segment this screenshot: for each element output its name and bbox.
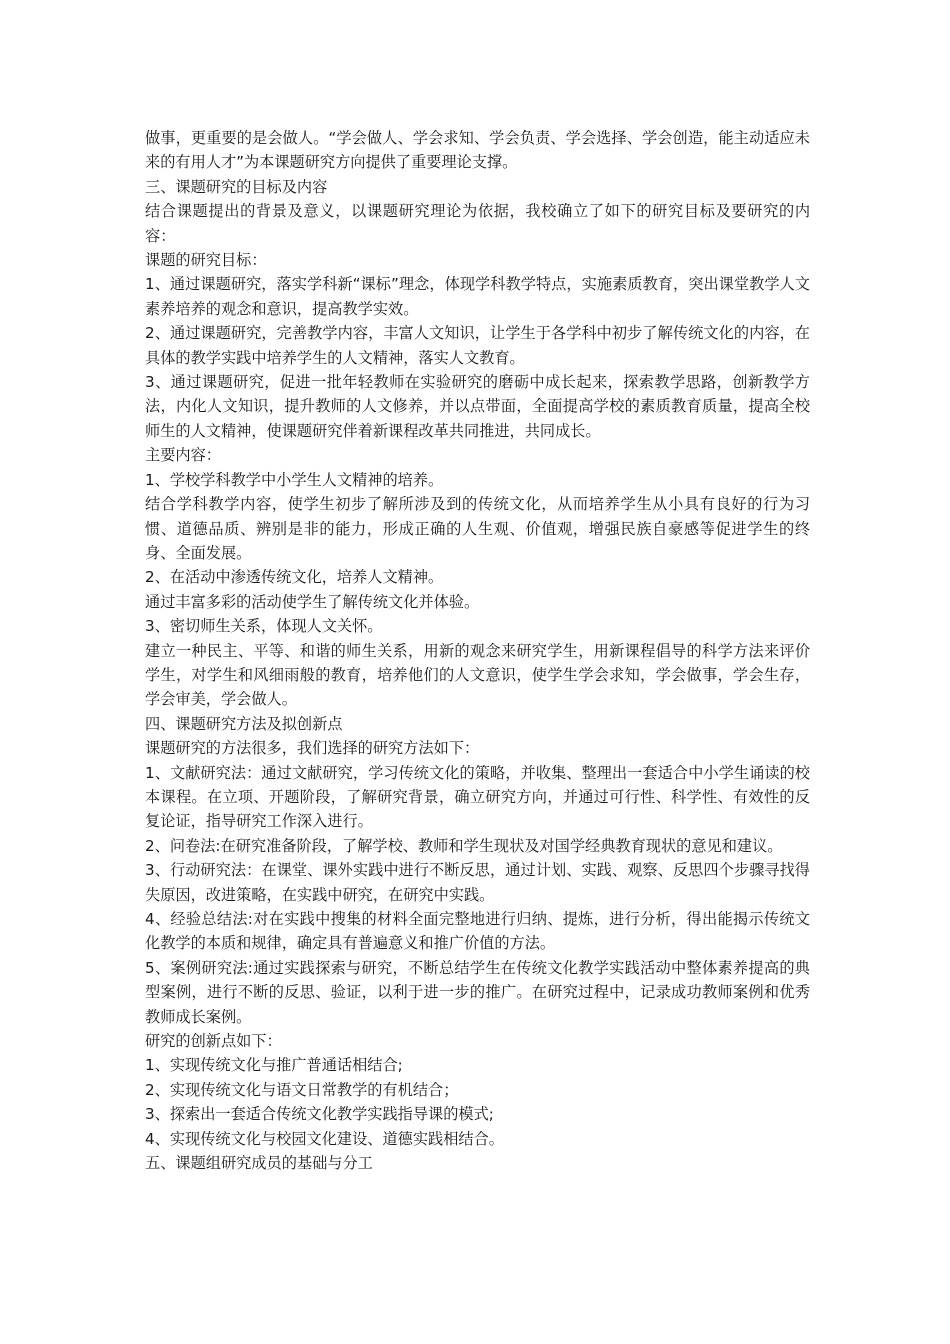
method-item-2: 2、问卷法:在研究准备阶段，了解学校、教师和学生现状及对国学经典教育现状的意见和建议。 [145, 836, 783, 855]
paragraph-methods-intro: 课题研究的方法很多，我们选择的研究方法如下： [145, 739, 480, 758]
subheading-main-content: 主要内容： [145, 446, 221, 465]
method-item-5: 5、案例研究法:通过实践探索与研究，不断总结学生在传统文化教学实践活动中整体素养提高的典型案例，进行不断的反思、验证，以利于进一步的推广。在研究过程中，记录成功教师案例和优秀教师成长案例。 [145, 958, 810, 1026]
innovation-item-3: 3、探索出一套适合传统文化教学实践指导课的模式; [145, 1105, 494, 1124]
goal-item-1: 1、通过课题研究，落实学科新“课标”理念，体现学科教学特点，实施素质教育，突出课堂教学人文素养培养的观念和意识，提高教学实效。 [145, 275, 810, 318]
method-item-3: 3、行动研究法：在课堂、课外实践中进行不断反思，通过计划、实践、观察、反思四个步骤寻找得失原因，改进策略，在实践中研究，在研究中实践。 [145, 861, 810, 904]
paragraph-intro-continuation: 做事，更重要的是会做人。“学会做人、学会求知、学会负责、学会选择、学会创造，能主动适应未来的有用人才”为本课题研究方向提供了重要理论支撑。 [145, 129, 810, 172]
content-item-2-detail: 通过丰富多彩的活动使学生了解传统文化并体验。 [145, 592, 480, 611]
innovation-item-2: 2、实现传统文化与语文日常教学的有机结合； [145, 1080, 459, 1099]
innovation-item-1: 1、实现传统文化与推广普通话相结合; [145, 1056, 403, 1075]
section-heading-members: 五、课题组研究成员的基础与分工 [145, 1154, 373, 1173]
subheading-research-goals: 课题的研究目标： [145, 251, 267, 270]
content-item-1-detail: 结合学科教学内容，使学生初步了解所涉及到的传统文化，从而培养学生从小具有良好的行为习惯、道德品质、辨别是非的能力，形成正确的人生观、价值观，增强民族自豪感等促进学生的终身、全面发展。 [145, 495, 810, 562]
content-item-3-detail: 建立一种民主、平等、和谐的师生关系，用新的观念来研究学生，用新课程倡导的科学方法来评价学生，对学生和风细雨般的教育，培养他们的人文意识，使学生学会求知，学会做事，学会生存，学会审美，学会做人。 [145, 641, 810, 709]
paragraph-goals-intro: 结合课题提出的背景及意义，以课题研究理论为依据，我校确立了如下的研究目标及要研究的内容： [145, 202, 810, 245]
content-item-2: 2、在活动中渗透传统文化，培养人文精神。 [145, 568, 444, 587]
content-item-3: 3、密切师生关系，体现人文关怀。 [145, 617, 383, 636]
section-heading-goals-content: 三、课题研究的目标及内容 [145, 177, 328, 196]
method-item-4: 4、经验总结法:对在实践中搜集的材料全面完整地进行归纳、提炼，进行分析，得出能揭示传统文化教学的本质和规律，确定具有普遍意义和推广价值的方法。 [145, 910, 810, 953]
document-page [145, 126, 810, 1175]
subheading-innovations: 研究的创新点如下： [145, 1032, 282, 1051]
innovation-item-4: 4、实现传统文化与校园文化建设、道德实践相结合。 [145, 1129, 504, 1148]
method-item-1: 1、文献研究法：通过文献研究，学习传统文化的策略，并收集、整理出一套适合中小学生诵读的校本课程。在立项、开题阶段，了解研究背景，确立研究方向，并通过可行性、科学性、有效性的反复论证，指导研究工作深入进行。 [145, 763, 810, 831]
content-item-1: 1、学校学科教学中小学生人文精神的培养。 [145, 470, 444, 489]
section-heading-methods: 四、课题研究方法及拟创新点 [145, 714, 343, 733]
goal-item-3: 3、通过课题研究，促进一批年轻教师在实验研究的磨砺中成长起来，探索教学思路，创新教学方法，内化人文知识，提升教师的人文修养，并以点带面，全面提高学校的素质教育质量，提高全校师生的人文精神，使课题研究伴着新课程改革共同推进，共同成长。 [145, 373, 810, 440]
goal-item-2: 2、通过课题研究，完善教学内容，丰富人文知识，让学生于各学科中初步了解传统文化的内容，在具体的教学实践中培养学生的人文精神，落实人文教育。 [145, 324, 810, 367]
